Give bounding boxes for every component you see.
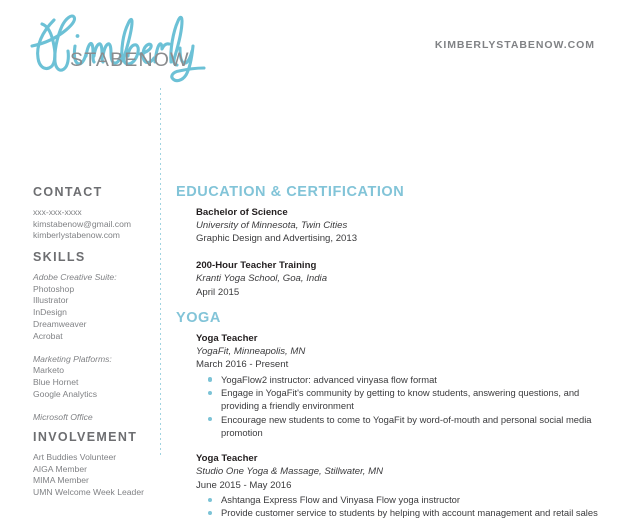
education-heading: EDUCATION & CERTIFICATION <box>176 184 405 200</box>
section-yoga <box>176 310 600 520</box>
bullet-item: Encourage new students to come to YogaFit by word-of-mouth and personal social media promotion <box>196 413 600 439</box>
list-item: xxx-xxx-xxxx <box>33 206 82 217</box>
bullet-item: Provide customer service to students by helping with account management and retail sales <box>196 506 600 519</box>
entry-detail: April 2015 <box>196 286 240 298</box>
list-item: Illustrator <box>33 295 69 306</box>
group-label: Adobe Creative Suite: <box>33 271 117 282</box>
list-item: Acrobat <box>33 330 63 341</box>
entry-dates: June 2015 - May 2016 <box>196 479 292 491</box>
logo <box>16 6 216 84</box>
logo-surname-text: STABENOW <box>70 49 190 71</box>
yoga-entry <box>196 452 600 520</box>
list-item: Marketo <box>33 365 65 376</box>
skills-group-adobe <box>33 272 163 343</box>
group-label: Marketing Platforms: <box>33 353 112 364</box>
section-education <box>176 184 600 299</box>
logo-script-graphic <box>16 6 216 84</box>
entry-bullets <box>196 493 600 519</box>
skills-group-office <box>33 412 163 424</box>
entry-bullets <box>196 373 600 439</box>
contact-heading: CONTACT <box>33 185 103 199</box>
skills-group-marketing <box>33 354 163 401</box>
page-header <box>0 0 628 88</box>
skills-list-marketing <box>33 354 163 401</box>
list-item: Art Buddies Volunteer <box>33 451 117 462</box>
entry-detail: Graphic Design and Advertising, 2013 <box>196 233 358 245</box>
entry-title: Yoga Teacher <box>196 452 258 464</box>
site-url: KIMBERLYSTABENOW.COM <box>434 39 595 51</box>
list-item: kimberlystabenow.com <box>33 230 120 241</box>
list-item: MIMA Member <box>33 475 89 486</box>
list-item: Photoshop <box>33 283 75 294</box>
yoga-entry <box>196 332 600 439</box>
entry-organization: Kranti Yoga School, Goa, India <box>196 273 328 285</box>
list-item: InDesign <box>33 307 67 318</box>
skills-heading: SKILLS <box>33 250 86 264</box>
group-label: Microsoft Office <box>33 411 93 422</box>
list-item: UMN Welcome Week Leader <box>33 487 144 498</box>
entry-organization: YogaFit, Minneapolis, MN <box>196 346 306 358</box>
involvement-heading: INVOLVEMENT <box>33 430 138 444</box>
education-entry <box>196 206 600 246</box>
entry-title: Yoga Teacher <box>196 332 258 344</box>
sidebar-section-contact <box>33 186 163 242</box>
yoga-heading: YOGA <box>176 310 221 326</box>
list-item: Dreamweaver <box>33 318 87 329</box>
entry-organization: Studio One Yoga & Massage, Stillwater, MN <box>196 466 383 478</box>
sidebar-section-involvement <box>33 431 173 499</box>
skills-list-adobe <box>33 272 163 343</box>
entry-dates: March 2016 - Present <box>196 359 289 371</box>
list-item: Blue Hornet <box>33 377 79 388</box>
list-item: kimstabenow@gmail.com <box>33 218 132 229</box>
list-item: AIGA Member <box>33 463 87 474</box>
entry-title: Bachelor of Science <box>196 206 288 218</box>
sidebar-section-skills <box>33 251 163 435</box>
involvement-list <box>33 452 173 499</box>
bullet-item: Engage in YogaFit's community by getting to know students, answering questions, and providing a friendly environment <box>196 386 600 412</box>
entry-organization: University of Minnesota, Twin Cities <box>196 220 348 232</box>
list-item: Google Analytics <box>33 388 98 399</box>
bullet-item: Ashtanga Express Flow and Vinyasa Flow yoga instructor <box>196 493 600 506</box>
skills-list-office <box>33 412 163 424</box>
entry-title: 200-Hour Teacher Training <box>196 259 317 271</box>
bullet-item: YogaFlow2 instructor: advanced vinyasa flow format <box>196 373 600 386</box>
contact-list <box>33 207 163 242</box>
education-entry <box>196 259 600 299</box>
